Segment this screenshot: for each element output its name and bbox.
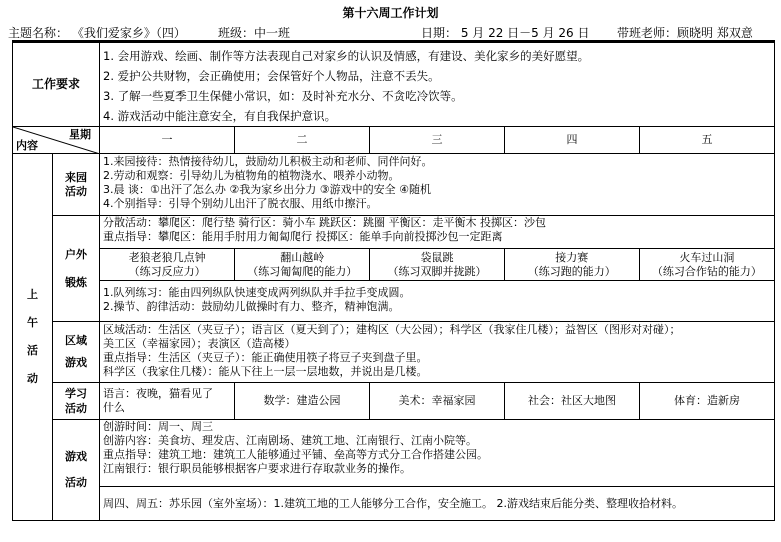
learning-cell: 数学：建造公园 [235,383,370,420]
game-line: 重点指导：建筑工地：建筑工人能够通过平铺、垒高等方式分工合作搭建公园。 [103,448,489,461]
arrival-line: 4.个别指导：引导个别幼儿出汗了脱衣服、用纸巾擦汗。 [103,197,378,210]
theme-name: 主题名称： 《我们爱家乡》（四） [8,26,186,40]
game-activities-outdoor [100,487,775,521]
arrival-line: 2.劳动和观察：引导幼儿为植物角的植物浇水、喂养小动物。 [103,169,400,182]
game-line: 创游内容：美食坊、理发店、江南剧场、建筑工地、江南银行、江南小院等。 [103,434,478,447]
weekly-plan-table [12,40,775,521]
arrival-line: 3.晨 谈：①出汗了怎么办 ②我为家乡出分力 ③游戏中的安全 ④随机 [103,183,431,196]
area-play-content [100,322,775,383]
day-header: 二 [235,127,370,154]
day-header: 一 [100,127,235,154]
outdoor-game: 袋鼠跳 （练习双脚并拢跳） [370,249,505,281]
outdoor-game: 火车过山洞 （练习合作钻的能力） [639,249,774,281]
outdoor-line: 1.队列练习：能由四列纵队快速变成两列纵队并手拉手变成圆。 [103,286,411,299]
page-title: 第十六周工作计划 [342,6,439,20]
learning-cell: 体育：造新房 [640,383,775,420]
outdoor-line: 2.操节、韵律活动：鼓励幼儿做操时有力、整齐，精神饱满。 [103,300,400,313]
learning-cell: 社会：社区大地图 [505,383,640,420]
requirements-list [100,42,775,127]
class-name: 班级：中一班 [218,26,291,40]
outdoor-game: 翻山越岭 （练习匍匐爬的能力） [235,249,370,281]
area-line: 重点指导：生活区（夹豆子）：能正确使用筷子将豆子夹到盘子里。 [103,351,428,364]
outdoor-content [100,216,775,322]
learning-label: 学习 活动 [53,383,100,420]
requirement-item: 3. 了解一些夏季卫生保健小常识，如：及时补充水分、不贪吃冷饮等。 [103,89,463,103]
outdoor-line: 重点指导：攀爬区：能用手肘用力匍匐爬行 投掷区：能单手向前投掷沙包一定距离 [103,230,503,243]
arrival-content [100,154,775,216]
arrival-label: 来园 活动 [53,154,100,216]
game-line: 周四、周五：苏乐园（室外室场）：1.建筑工地的工人能够分工合作，安全施工。 2.游戏结束后能分类、整理收拾材料。 [103,496,683,510]
area-line: 区域活动：生活区（夹豆子）；语言区（夏天到了）；建构区（大公园）；科学区（我家住几楼）；益智区（图形对对碰）； [103,323,681,336]
requirement-item: 1. 会用游戏、绘画、制作等方法表现自己对家乡的认识及情感，有建设、美化家乡的美好愿望。 [103,49,590,63]
requirement-item: 4. 游戏活动中能注意安全，有自我保护意识。 [103,109,337,123]
game-activities-label: 游戏 活动 [53,420,100,521]
morning-activities-label: 上 午 活 动 [13,154,53,521]
outdoor-games-grid [100,248,774,281]
weekday-corner-header [13,127,100,154]
requirement-item: 2. 爱护公共财物，会正确使用；会保管好个人物品，注意不丢失。 [103,69,440,83]
corner-content-label: 内容 [16,139,38,152]
learning-cell: 美术：幸福家园 [370,383,505,420]
day-header: 四 [505,127,640,154]
requirements-label: 工作要求 [13,42,100,127]
outdoor-line: 分散活动：攀爬区：爬行垫 骑行区：骑小车 跳跃区：跳圈 平衡区：走平衡木 投掷区：沙包 [103,216,546,229]
game-line: 创游时间：周一、周三 [103,420,214,433]
learning-cell: 语言：夜晚，猫看见了 什么 [100,383,235,420]
day-header: 三 [370,127,505,154]
day-header: 五 [640,127,775,154]
outdoor-label: 户外 锻炼 [53,216,100,322]
outdoor-game: 接力赛 （练习跑的能力） [504,249,639,281]
outdoor-game: 老狼老狼几点钟 （练习反应力） [128,250,206,278]
game-activities-content [100,420,775,487]
game-line: 江南银行：银行职员能够根据客户要求进行存取款业务的操作。 [103,462,412,475]
date-range: 日期： 5 月 22 日－5 月 26 日 [421,26,590,40]
teacher-names: 带班老师：顾晓明 郑双意 [617,26,753,40]
area-play-label: 区域 游戏 [53,322,100,383]
corner-weekday-label: 星期 [69,128,92,141]
arrival-line: 1.来园接待：热情接待幼儿，鼓励幼儿积极主动和老师、同伴问好。 [103,155,433,168]
area-line: 美工区（幸福家园）；表演区（造高楼） [103,337,296,350]
area-line: 科学区（我家住几楼）：能从下往上一层一层地数，并说出是几楼。 [103,365,428,378]
